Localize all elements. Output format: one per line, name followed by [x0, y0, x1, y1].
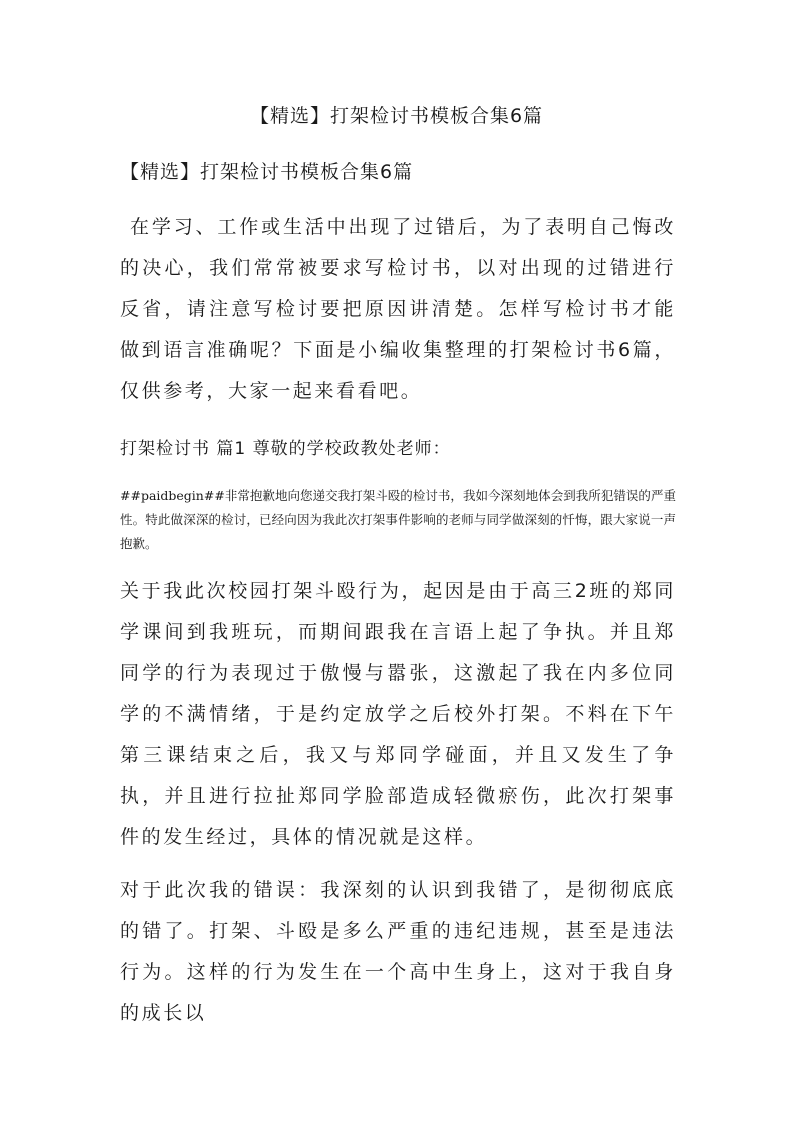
- body-paragraph-2: 对于此次我的错误：我深刻的认识到我错了，是彻彻底底的错了。打架、斗殴是多么严重的违纪违规，甚至是违法行为。这样的行为发生在一个高中生身上，这对于我自身的成长以: [120, 879, 676, 1024]
- small-print-paragraph: ##paidbegin##非常抱歉地向您递交我打架斗殴的检讨书，我如今深刻地体会到我所犯错误的严重性。特此做深深的检讨，已经向因为我此次打架事件影响的老师与同学做深刻的忏悔，跟大家说一声抱歉。: [120, 488, 676, 551]
- document-subtitle: 【精选】打架检讨书模板合集6篇: [120, 161, 414, 183]
- intro-paragraph: 在学习、工作或生活中出现了过错后，为了表明自己悔改的决心，我们常常被要求写检讨书，以对出现的过错进行反省，请注意写检讨要把原因讲清楚。怎样写检讨书才能做到语言准确呢？下面是小编收集整理的打架检讨书6篇，仅供参考，大家一起来看看吧。: [120, 216, 676, 402]
- body-paragraph-1: 关于我此次校园打架斗殴行为，起因是由于高三2班的郑同学课间到我班玩，而期间跟我在言语上起了争执。并且郑同学的行为表现过于傲慢与嚣张，这激起了我在内多位同学的不满情绪，于是约定放学之后校外打架。不料在下午第三课结束之后，我又与郑同学碰面，并且又发生了争执，并且进行拉扯郑同学脸部造成轻微瘀伤，此次打架事件的发生经过，具体的情况就是这样。: [120, 580, 676, 848]
- section-heading: 打架检讨书 篇1 尊敬的学校政教处老师：: [120, 439, 451, 459]
- document-title: 【精选】打架检讨书模板合集6篇: [249, 105, 544, 127]
